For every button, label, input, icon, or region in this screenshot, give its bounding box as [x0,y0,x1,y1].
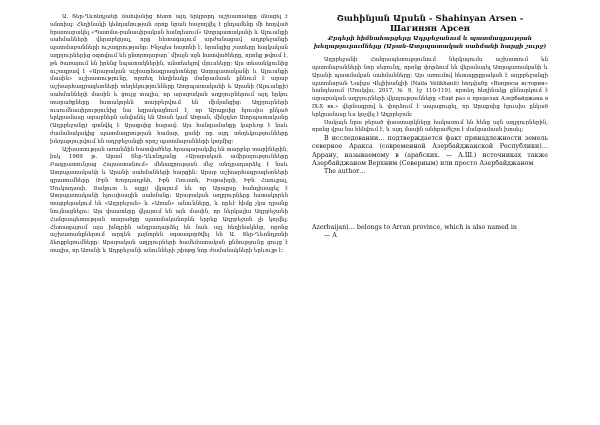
russian-quote: В исследовании… подтверждается факт принадлежности земель северное Аракса (современной Азербайджанской Республики)… Аррану, называемому в (арабских. — А.Ш.) источниках также Азербайджаном Верхним (Северным) или просто Азербайджаном [312,135,548,167]
article-subtitle: Քրդերի հիմնահարցերը Ադրբեջանում և պատմագրության խեղաթյուրումները (Արան-Ատրպատական սահմանի հարցի շուրջ) [313,36,547,50]
blank-gap [312,176,548,224]
right-text-column [312,14,548,425]
right-armenian-paragraph-1: Ադրբեջանի Հանրապետությունում ներկայումս աշխատում են պատմաբանների նոր սերունդ, որոնք փորձում են վերանայել Ատրպատականի և Արանի պատմական սահմանները։ Այս առումով հետաքրքրական է ադրբեջանցի պատմաբան Նաիլա Վելիխանլիի (Naila Velikhanli) հոդվածը «Вопросы истории» հանդեսում (Մոսկվա, 2017, № 9, էջ 110-119), որտեղ հեղինակը քննարկում է արաբական աղբյուրների վկայությունները «Ещё раз о пределах Азербайджана в IX-X вв.» վերնագրով և փորձում է ապացուցել, որ Արաքսից հյուսիս ընկած երկրամասը ևս կոչվել է Ադրբեջան։ [312,57,548,118]
english-quote-attribution: — A [324,232,337,240]
english-quote-continuation: Azerbaijan)… belongs to Arran province, which is also named in [312,224,517,232]
left-text-column [50,14,288,425]
article-title: Շահինյան Արսեն - Shahinyan Arsen - Шагинян Арсен [336,14,524,34]
right-armenian-paragraph-2: Սակայն նրա բերած փաստարկները հակասում են հենց այն աղբյուրներին, որոնց վրա նա հենվում է, և այդ մասին անհրաժեշտ է մանրամասն խոսել։ [312,119,548,134]
english-quote-start: The author… [324,167,366,175]
left-paragraph-1: Ա. Տեր-Ղևոնդյանի մահվանից հետո այդ երկրորդ աշխատանքը մնացել է անտիպ։ Հեղինակի կենդանության օրոք նրան հաջողվել է ընդամենը մի հոդված հրատարակել «Պատմա-բանասիրական հանդեսում» Ատրպատականի և Ալուանքի սահմանների վերաբերյալ, որը հետագայում արժանացավ ադրբեջանցի պատմաբանների ուշադրությանը։ Ինչպես հայտնի է, նրանցից շատերը հայկական աղբյուրներից օգտվում են ընտրողաբար՝ միայն այն հատվածները, որոնք թվում է, թե ծառայում են իրենց նպատակներին, անտեսելով մյուսները։ Այս տեսանկյունից ուշագրավ է «Արաբական աշխարհագրագետները Ատրպատականի և Ալուանքի մասին» աշխատությունը, որտեղ հեղինակը մանրամասն քննում է արաբ աշխարհագրագետների տեղեկությունները Ատրպատականի և Արանի (Ալուանքի) սահմանների մասին և ցույց տալիս, որ արաբական աղբյուրներում այդ երկու տարածքները հստակորեն տարբերվում են միմյանցից։ Աղբյուրների ուսումնասիրությունից նա եզրակացնում է, որ Արաքսից հյուսիս ընկած երկրամասը արաբներն անվանել են Առան կամ Առրան, մինչդեռ Ատրպատականը (Ադրբեջանը) գտնվել է Արաքսից հարավ։ Այս հանգամանքը կարևոր է նաև ժամանակակից պատմագրության համար, քանի որ այդ տեղեկությունները խեղաթյուրվում են ադրբեջանցի որոշ պատմաբանների կողմից։ [50,14,288,145]
left-paragraph-2: Աշխատության առանձին հատվածներ հրապարակվել են տարբեր տարիներին, իսկ 1969 թ. Արամ Տեր-Ղևոնդյանը «Արաբական ամիրայությունները Բագրատունյաց Հայաստանում» մենագրության մեջ անդրադարձել է նաև Ատրպատականի և Արանի սահմանների հարցին։ Արաբ աշխարհագրագետների գրառումները (Իբն Խորդադբեհ, Իբն Ռուստե, Իսթախրի, Իբն Հաուքալ, Մուկադասի, Յակուտ և այլք) վկայում են, որ Արաքսը հանդիսացել է Ատրպատականի հյուսիսային սահմանը։ Արաբական աղբյուրները հստակորեն տարբերակում են «Ադրբեջան» և «Առան» անունները, և որևէ հիմք չկա դրանք նույնացնելու։ Այս փաստերը վկայում են այն մասին, որ ներկայիս Ադրբեջանի Հանրապետության տարածքը պատմականորեն երբեք Ադրբեջան չի կոչվել։ Հետագայում այս խնդրին անդրադարձել են նաև այլ հեղինակներ, որոնց աշխատանքներում արդեն լայնորեն օգտագործվել են Ա. Տեր-Ղևոնդյանի ձեռքբերումները։ Արաբական աղբյուրների համեմատական քննությունը ցույց է տալիս, որ Առանի և Ադրբեջանի անունների շփոթը նոր ժամանակների երևույթ է։ [50,146,288,254]
